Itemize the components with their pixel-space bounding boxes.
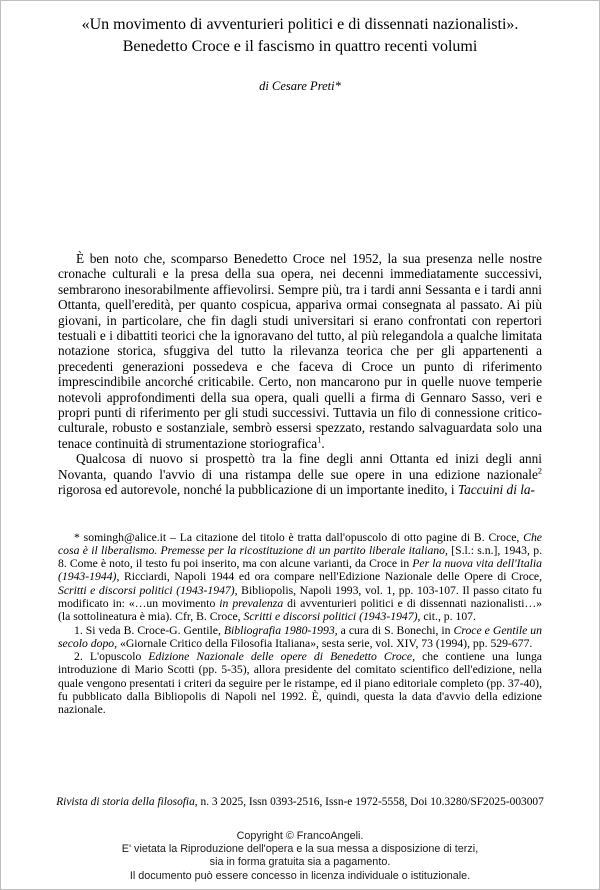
text-run: di avventurieri politici e di dissennati nazionalisti…» (la sottolineatura è mia). Cfr, B. Croce, xyxy=(58,596,542,624)
footnote-2 xyxy=(58,650,542,716)
article-title-line1: «Un movimento di avventurieri politici e di dissennati nazionalisti». xyxy=(81,16,519,33)
footnote-reference-superscript: 2 xyxy=(537,466,542,476)
author-byline: di Cesare Preti* xyxy=(259,79,341,93)
footnote-reference-superscript: 1 xyxy=(317,435,322,445)
text-run: Scritti e discorsi politici (1943-1947) xyxy=(58,583,235,597)
article-body xyxy=(58,251,542,498)
text-run: , Ricciardi, Napoli 1944 ed ora compare nell'Edizione Nazionale delle Opere di Croce, xyxy=(116,570,542,584)
copyright-line-3: sia in forma gratuita sia a pagamento. xyxy=(209,856,391,869)
text-run: , che contiene una lunga introduzione di Mario Scotti (pp. 5-35), allora presidente del comitato scientifico dell'edizione, nella quale vengono presentati i criteri da seguire per le ristampe, ed il piano editoriale completo (pp. 37-40), fu pubblicato dalla Bibliopolis di Napoli nel 1992. È, quindi, questa la data d'avvio della edizione nazionale. xyxy=(58,650,542,717)
text-run: , a cura di S. Bonechi, in xyxy=(334,623,454,637)
text-run: , cit., p. 107. xyxy=(417,610,476,624)
copyright-block xyxy=(1,830,599,883)
text-run: Croce e Gentile un secolo dopo xyxy=(58,623,542,650)
text-run: rigorosa ed autorevole, nonché la pubblicazione di un importante inedito, i xyxy=(58,482,458,498)
text-run: Qualcosa di nuovo si prospettò tra la fine degli anni Ottanta ed inizi degli anni Novanta, quando l'avvio di una ristampa delle sue opere in una edizione nazionale xyxy=(58,451,542,482)
text-run: , [S.l.: s.n.], 1943, p. 8. Come è noto, il testo fu poi inserito, ma con alcune varianti, da Croce in xyxy=(58,543,542,571)
text-run: , n. 3 2025, Issn 0393-2516, Issn-e 1972-5558, Doi 10.3280/SF2025-003007 xyxy=(194,796,544,808)
text-run: in prevalenza xyxy=(219,596,284,610)
footnote-asterisk xyxy=(58,531,542,624)
text-run: Taccuini di la- xyxy=(457,482,535,498)
journal-citation-line xyxy=(1,796,599,808)
body-paragraph-2 xyxy=(58,451,542,497)
text-run: Edizione Nazionale delle opere di Benedetto Croce xyxy=(148,650,413,664)
text-run: . xyxy=(321,435,325,451)
footnote-1 xyxy=(58,624,542,651)
text-run: , «Giornale Critico della Filosofia Italiana», sesta serie, vol. XIV, 73 (1994), pp. 529-677. xyxy=(114,636,533,650)
text-run: * somingh@alice.it – La citazione del titolo è tratta dall'opuscolo di otto pagine di B. Croce, xyxy=(74,530,524,544)
text-run: Per la nuova vita dell'Italia (1943-1944) xyxy=(58,557,542,584)
copyright-line-2: E' vietata la Riproduzione dell'opera e la sua messa a disposizione di terzi, xyxy=(121,843,479,856)
article-title-line2: Benedetto Croce e il fascismo in quattro recenti volumi xyxy=(122,38,478,55)
footnotes-section xyxy=(58,531,542,717)
copyright-line-4: Il documento può essere concesso in licenza individuale o istituzionale. xyxy=(129,869,471,882)
text-run: 2. L'opuscolo xyxy=(74,650,149,664)
text-run: È ben noto che, scomparso Benedetto Croce nel 1952, la sua presenza nelle nostre cronache culturali e la presa della sua opera, nei decenni immediatamente successivi, sembrarono inesorabilmente affievolirsi. Sempre più, tra i tardi anni Sessanta e i tardi anni Ottanta, quell'eredità, per quanto cospicua, appariva ormai consegnata al passato. Ai più giovani, in particolare, che fin dagli studi universitari si erano confrontati con repertori testuali e i dibattiti teorici che la ignoravano del tutto, al più relegandola a qualche limitata notazione storica, sfuggiva del tutto la rilevanza teorica che per gli appartenenti a precedenti generazioni possedeva e che faceva di Croce un punto di riferimento imprescindibile ancorché criticabile. Certo, non mancarono pur in quelle nuove temperie notevoli approfondimenti della sua opera, quali quelli a firma di Gennaro Sasso, veri e propri punti di riferimento per gli studi successivi. Tuttavia un filo di connessione critico-culturale, robusto e sostanziale, sembrò essersi spezzato, restando salvaguardata solo una tenace continuità di strumentazione storiografica xyxy=(58,251,542,451)
article-title xyxy=(1,1,599,58)
text-run: 1. Si veda B. Croce-G. Gentile, xyxy=(74,623,224,637)
text-run: Bibliografia 1980-1993 xyxy=(223,623,335,637)
body-paragraph-1 xyxy=(58,251,542,451)
text-run: Che cosa è il liberalismo. Premesse per la ricostituzione di un partito liberale italiano xyxy=(58,530,542,557)
copyright-line-1: Copyright © FrancoAngeli. xyxy=(236,830,364,842)
text-run: , Bibliopolis, Napoli 1993, vol. 1, pp. 103-107. Il passo citato fu modificato in: «…un movimento xyxy=(58,583,542,610)
text-run: Rivista di storia della filosofia xyxy=(56,796,195,808)
text-run: Scritti e discorsi politici (1943-1947) xyxy=(243,610,418,624)
